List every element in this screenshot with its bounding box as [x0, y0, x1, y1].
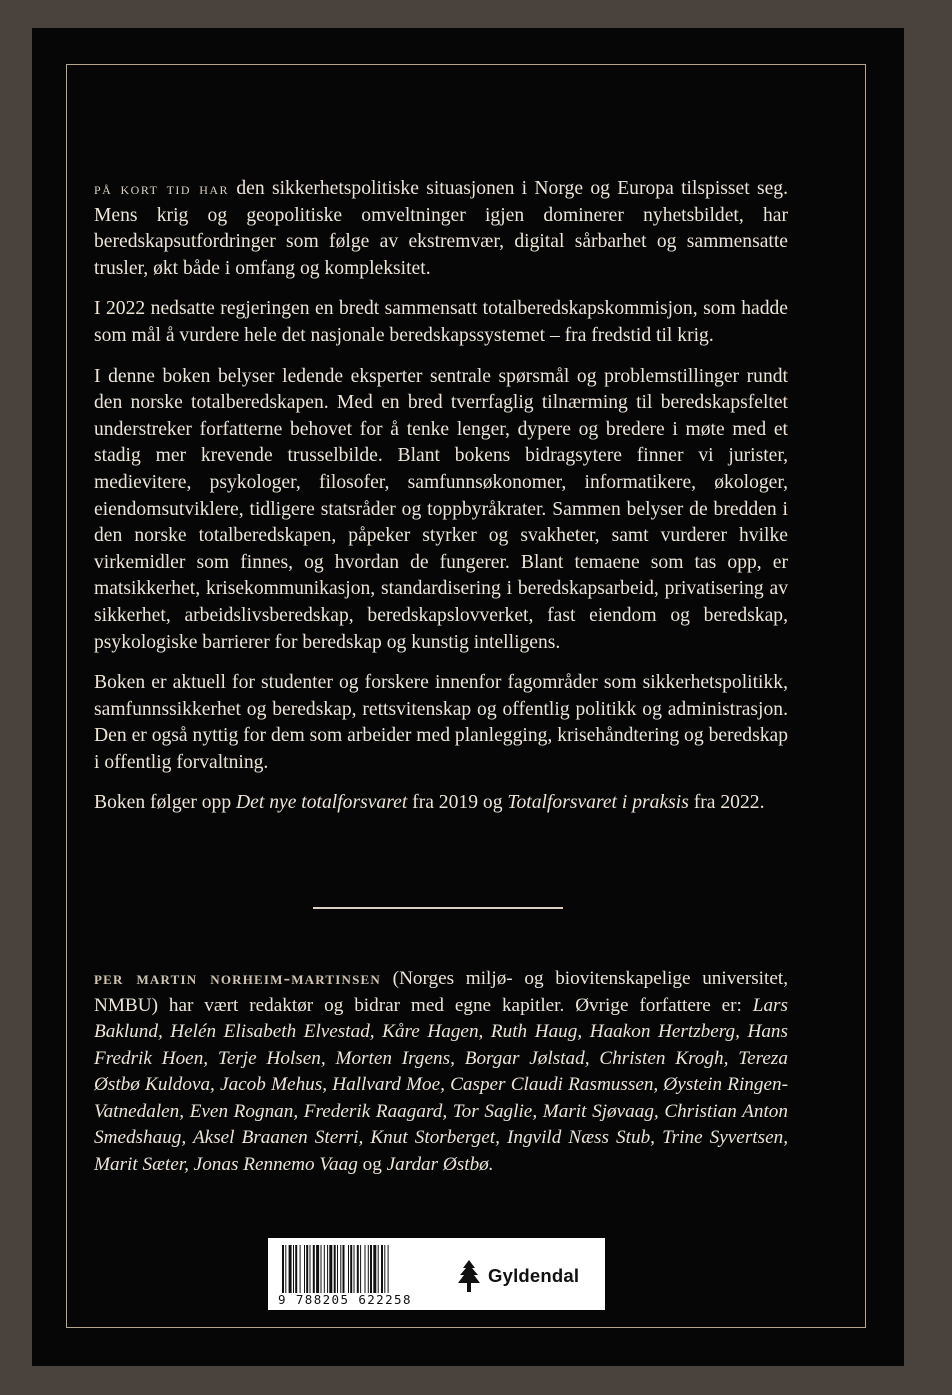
intro-paragraph — [94, 176, 788, 282]
p5-a: Boken følger opp — [94, 792, 237, 814]
isbn-number: 9 788205 622258 — [278, 1292, 412, 1307]
blurb — [94, 176, 788, 831]
paragraph-2: I 2022 nedsatte regjeringen en bredt sammensatt totalberedskapskommisjon, som hadde som mål å vurdere hele det nasjonale beredskapssystemet – fra fredstid til krig. — [94, 298, 788, 346]
p5-b: fra 2019 og — [407, 792, 508, 814]
editor-description: (Norges miljø- og biovitenskapelige universitet, NMBU) har vært redaktør og bidrar med egne kapitler. Øvrige forfattere er: — [94, 968, 788, 1016]
editor-name: per martin norheim-martinsen — [94, 968, 382, 989]
authors-end: . — [488, 1153, 494, 1175]
intro-text: den sikkerhetspolitiske situasjonen i Norge og Europa tilspisset seg. Mens krig og geopolitiske omveltninger igjen dominerer nyhetsbildet, har beredskapsutfordringer som følge av ekstremvær, digital sårbarhet og sammensatte trusler, økt både i omfang og kompleksitet. — [94, 178, 788, 279]
intro-lead: på kort tid har — [94, 179, 230, 198]
paragraph-5 — [94, 790, 788, 817]
barcode-icon — [280, 1245, 442, 1293]
publisher-name: Gyldendal — [488, 1265, 580, 1286]
book-title-2: Totalforsvaret i praksis — [507, 792, 689, 814]
paragraph-3: I denne boken belyser ledende eksperter sentrale spørsmål og problemstillinger rundt den norske totalberedskapen. Med en bred tverrfaglig tilnærming til beredskapsfeltet understreker forfatterne behovet for å tenke lenger, dypere og bredere i møte med et stadig mer krevende trusselbilde. Blant bokens bidragsytere finner vi jurister, medievitere, psykologer, filosofer, samfunnsøkonomer, informatikere, økologer, eiendomsutviklere, tidligere statsråder og toppbyråkrater. Sammen belyser de bredden i den norske totalberedskapen, påpeker styrker og svakheter, samt vurderer hvilke virkemidler som finnes, og hvordan de fungerer. Blant temaene som tas opp, er matsikkerhet, krisekommunikasjon, standardisering i beredskapsarbeid, privatisering av sikkerhet, arbeidslivsberedskap, beredskapslovverket, fast eiendom og beredskap, psykologiske barrierer for beredskap og kunstig intelligens. — [94, 365, 788, 653]
p5-c: fra 2022. — [688, 792, 765, 814]
divider-rule — [313, 907, 563, 909]
book-title-1: Det nye totalforsvaret — [236, 792, 408, 814]
paragraph-4: Boken er aktuell for studenter og forskere innenfor fagområder som sikkerhetspolitikk, samfunnssikkerhet og beredskap, rettsvitenskap og offentlig politikk og administrasjon. Den er også nyttig for dem som arbeider med planlegging, krisehåndtering og beredskap i offentlig forvaltning. — [94, 672, 788, 773]
tree-icon — [456, 1259, 482, 1293]
authors-paragraph — [94, 966, 788, 1178]
last-contributor: Jardar Østbø — [386, 1153, 489, 1175]
contributor-list: Lars Baklund, Helén Elisabeth Elvestad, Kåre Hagen, Ruth Haug, Haakon Hertzberg, Hans Fredrik Hoen, Terje Holsen, Morten Irgens, Borgar Jølstad, Christen Krogh, Tereza Østbø Kuldova, Jacob Mehus, Hallvard Moe, Casper Claudi Rasmussen, Øystein Ringen-Vatnedalen, Even Rognan, Frederik Raagard, Tor Saglie, Marit Sjøvaag, Christian Anton Smedshaug, Aksel Braanen Sterri, Knut Storberget, Ingvild Næss Stub, Trine Syvertsen, Marit Sæter, Jonas Rennemo Vaag — [94, 994, 788, 1175]
contributor-joiner: og — [357, 1153, 387, 1175]
publisher-logo — [456, 1256, 601, 1296]
barcode-panel — [268, 1238, 605, 1310]
